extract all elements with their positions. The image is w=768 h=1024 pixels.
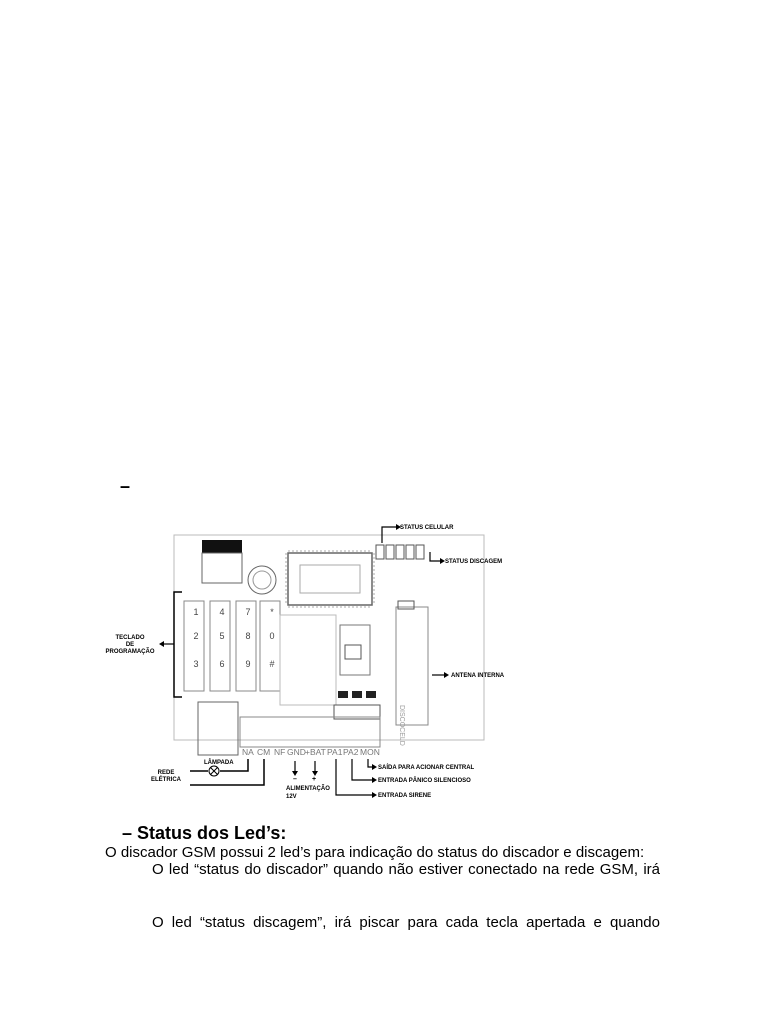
- board-diagram: [100, 515, 520, 805]
- key-2: 2: [193, 631, 199, 641]
- label-entrada-panico: ENTRADA PÂNICO SILENCIOSO: [378, 778, 471, 784]
- key-7: 7: [245, 607, 251, 617]
- svg-text:DE: DE: [125, 642, 135, 648]
- component-black: [202, 540, 242, 553]
- wire-panico: [352, 759, 372, 780]
- wire-sirene: [336, 759, 372, 795]
- main-chip-core: [300, 565, 360, 593]
- terminal-pa2: PA2: [343, 747, 359, 757]
- minus-sign: –: [293, 776, 297, 783]
- key-6: 6: [219, 659, 225, 669]
- board-vertical-text: DISCOCELD: [398, 705, 405, 746]
- keypad-bracket: [174, 592, 182, 697]
- keypad-keys: [193, 607, 274, 669]
- key-3: 3: [193, 659, 199, 669]
- label-antena-interna: ANTENA INTERNA: [451, 673, 505, 679]
- svg-text:ALIMENTAÇÃO: ALIMENTAÇÃO: [286, 786, 330, 792]
- label-saida-central: SAÍDA PARA ACIONAR CENTRAL: [378, 765, 475, 771]
- key-0: 0: [269, 631, 275, 641]
- chip-pins: [286, 551, 374, 607]
- label-rede: [151, 770, 182, 783]
- section-dash: –: [120, 476, 131, 496]
- terminal-labels: [242, 747, 380, 757]
- label-status-discagem: STATUS DISCAGEM: [445, 559, 503, 565]
- lamp-box: [198, 702, 238, 755]
- terminal-na: NA: [242, 747, 254, 757]
- key-4: 4: [219, 607, 225, 617]
- buzzer-circle: [248, 566, 276, 594]
- middle-block: [280, 615, 336, 705]
- svg-text:TECLADO: TECLADO: [115, 635, 145, 641]
- paragraph-3: O led “status discagem”, irá piscar para cada tecla apertada e quando: [152, 914, 660, 931]
- key-hash: #: [269, 659, 275, 669]
- label-alimentacao: [286, 785, 330, 800]
- key-5: 5: [219, 631, 225, 641]
- paragraph-2: O led “status do discador” quando não estiver conectado na rede GSM, irá: [152, 861, 660, 878]
- wire-saida: [368, 759, 372, 767]
- plus-sign: +: [312, 776, 317, 783]
- terminal-pa1: PA1: [327, 747, 343, 757]
- svg-text:ELÉTRICA: ELÉTRICA: [151, 777, 181, 783]
- label-lampada: LÂMPADA: [204, 760, 234, 766]
- main-chip: [288, 553, 372, 605]
- led-block: [376, 545, 424, 559]
- svg-text:PROGRAMAÇÃO: PROGRAMAÇÃO: [105, 649, 155, 655]
- terminal-cm: CM: [257, 747, 271, 757]
- key-1: 1: [193, 607, 199, 617]
- jumpers: [338, 691, 376, 698]
- arrow-status-discagem: [430, 552, 440, 561]
- component-box: [202, 553, 242, 583]
- terminal-bat: +BAT: [305, 747, 326, 757]
- key-8: 8: [245, 631, 251, 641]
- status-heading: – Status dos Led’s:: [122, 823, 287, 843]
- key-star: *: [270, 607, 274, 617]
- terminal-block: [240, 717, 380, 747]
- svg-text:REDE: REDE: [157, 770, 175, 776]
- label-teclado: [106, 635, 155, 655]
- terminal-mon: MON: [360, 747, 380, 757]
- paragraph-1: O discador GSM possui 2 led’s para indicação do status do discador e discagem:: [105, 844, 645, 861]
- terminal-gnd: GND: [287, 747, 306, 757]
- svg-text:12V: 12V: [286, 794, 297, 800]
- key-9: 9: [245, 659, 251, 669]
- label-status-celular: STATUS CELULAR: [400, 525, 454, 531]
- label-entrada-sirene: ENTRADA SIRENE: [378, 793, 432, 799]
- terminal-nf: NF: [274, 747, 286, 757]
- buzzer-inner: [253, 571, 271, 589]
